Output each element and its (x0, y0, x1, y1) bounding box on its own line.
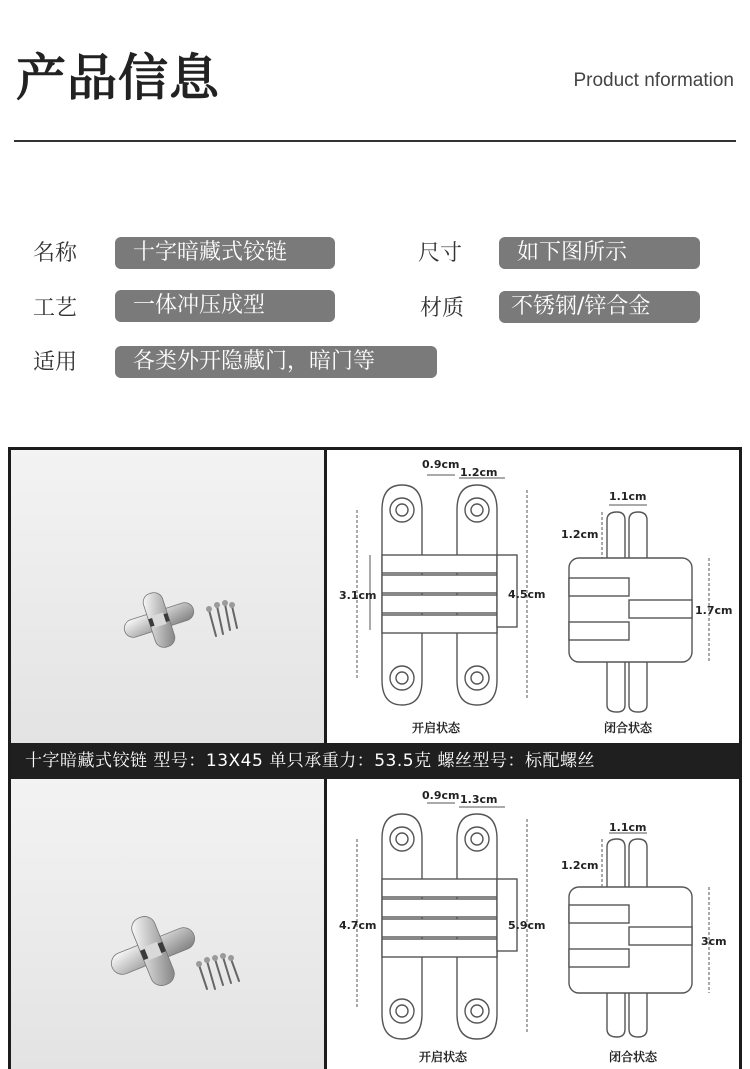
dim-closed-width-2: 1.1cm (609, 821, 647, 834)
hinge-photo-2-icon (11, 779, 324, 1069)
closed-state-label-1: 闭合状态 (604, 721, 653, 735)
page-subtitle: Product nformation (573, 70, 734, 91)
hinge-photo-1-icon (11, 450, 324, 743)
dim-total-height-2: 5.9cm (508, 919, 546, 932)
dim-hole-gap-2: 0.9cm (422, 789, 460, 802)
spec-banner: 十字暗藏式铰链 型号：13X45 单只承重力：53.5克 螺丝型号：标配螺丝 (11, 743, 739, 779)
dim-hole-offset-1: 1.2cm (460, 466, 498, 479)
dim-closed-height-1: 1.7cm (695, 604, 733, 617)
product-photo-1 (11, 450, 324, 743)
dim-hole-offset-2: 1.3cm (460, 793, 498, 806)
page-title: 产品信息 (16, 49, 220, 107)
dim-inner-height-1: 3.1cm (339, 589, 377, 602)
product-photo-2 (11, 779, 324, 1069)
dim-closed-top-1: 1.2cm (561, 528, 599, 541)
spec-value-name: 十字暗藏式铰链 (115, 237, 335, 269)
dim-closed-width-1: 1.1cm (609, 490, 647, 503)
spec-label-material: 材质 (420, 296, 465, 321)
spec-value-material: 不锈钢/锌合金 (499, 291, 700, 323)
spec-value-process: 一体冲压成型 (115, 290, 335, 322)
spec-label-size: 尺寸 (418, 241, 463, 266)
spec-label-name: 名称 (33, 241, 78, 266)
closed-state-label-2: 闭合状态 (609, 1050, 658, 1064)
dim-inner-height-2: 4.7cm (339, 919, 377, 932)
spec-label-process: 工艺 (33, 296, 78, 321)
spec-value-usage: 各类外开隐藏门，暗门等 (115, 346, 437, 378)
title-divider (14, 140, 736, 142)
open-state-label-2: 开启状态 (419, 1050, 468, 1064)
spec-value-size: 如下图所示 (499, 237, 700, 269)
dimension-diagram-2 (327, 779, 739, 1069)
spec-label-usage: 适用 (33, 350, 78, 375)
dim-hole-gap-1: 0.9cm (422, 458, 460, 471)
open-state-label-1: 开启状态 (412, 721, 461, 735)
dim-closed-height-2: 3cm (701, 935, 727, 948)
dim-closed-top-2: 1.2cm (561, 859, 599, 872)
dimension-diagram-1 (327, 450, 739, 743)
dim-total-height-1: 4.5cm (508, 588, 546, 601)
